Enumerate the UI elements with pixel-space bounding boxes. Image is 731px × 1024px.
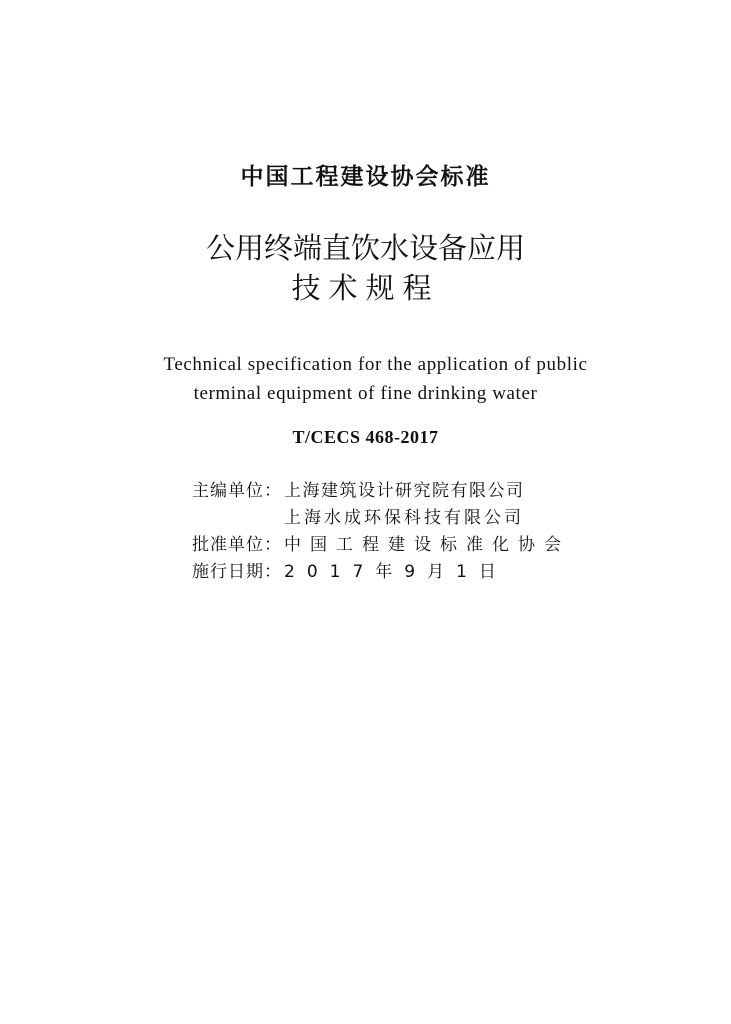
english-title-line-1: Technical specification for the application of public (163, 354, 588, 375)
standard-code: T/CECS 468-2017 (292, 427, 439, 447)
approval-label: 批准单位： (192, 535, 282, 555)
approval-row (192, 532, 570, 559)
document-title-line-2: 技术规程 (291, 271, 440, 305)
chief-editor-label: 主编单位： (192, 481, 282, 501)
effective-date-label: 施行日期： (192, 562, 282, 582)
approval-org: 中国工程建设标准化协会 (284, 535, 570, 555)
effective-date-row (192, 559, 570, 586)
chief-editor-org-2: 上海水成环保科技有限公司 (284, 508, 524, 528)
chief-editor-row-2 (192, 505, 570, 532)
document-info-block (192, 478, 570, 586)
document-title-line-1: 公用终端直饮水设备应用 (205, 231, 525, 265)
effective-date-value: 2017年9月1日 (284, 562, 508, 582)
standard-series-heading: 中国工程建设协会标准 (240, 164, 491, 190)
chief-editor-row (192, 478, 570, 505)
english-title-line-2: terminal equipment of fine drinking water (193, 383, 538, 404)
chief-editor-org-1: 上海建筑设计研究院有限公司 (284, 481, 525, 501)
